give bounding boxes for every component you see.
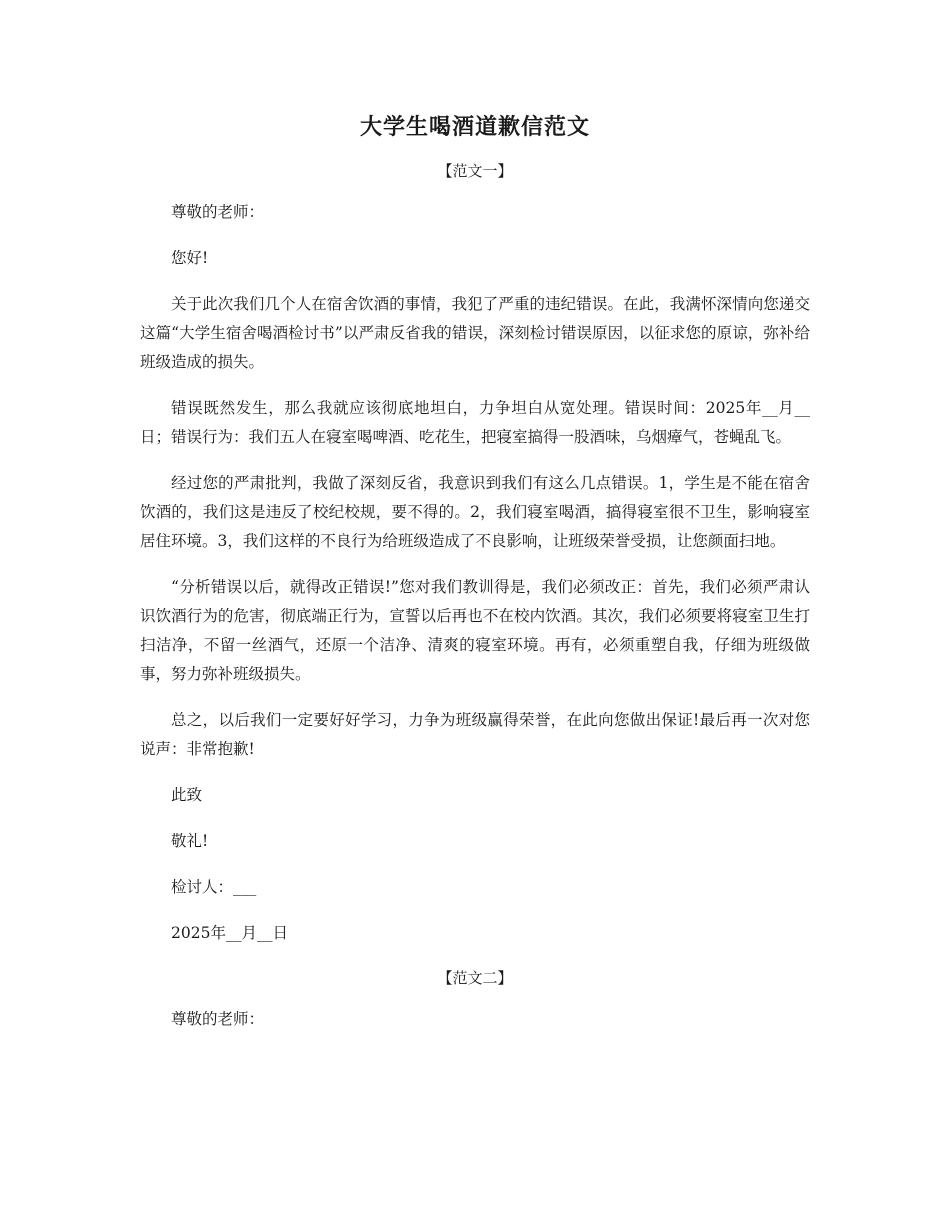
paragraph-4: “分析错误以后，就得改正错误!”您对我们教训得是，我们必须改正：首先，我们必须严肃认识饮酒行为的危害，彻底端正行为，宣誓以后再也不在校内饮酒。其次，我们必须要将寝室卫生打扫洁净，不留一丝酒气，还原一个洁净、清爽的寝室环境。再有，必须重塑自我，仔细为班级做事，努力弥补班级损失。	[140, 578, 810, 683]
paragraph-3: 经过您的严肃批判，我做了深刻反省，我意识到我们有这么几点错误。1，学生是不能在宿舍饮酒的，我们这是违反了校纪校规，要不得的。2，我们寝室喝酒，搞得寝室很不卫生，影响寝室居住环境。3，我们这样的不良行为给班级造成了不良影响，让班级荣誉受损，让您颜面扫地。	[140, 474, 810, 550]
paragraph-2: 错误既然发生，那么我就应该彻底地坦白，力争坦白从宽处理。错误时间：2025年__月__日；错误行为：我们五人在寝室喝啤酒、吃花生，把寝室搞得一股酒味，乌烟瘴气，苍蝇乱飞。	[140, 399, 810, 446]
paragraph-5: 总之，以后我们一定要好好学习，力争为班级赢得荣誉，在此向您做出保证!最后再一次对您说声：非常抱歉!	[140, 711, 810, 758]
salute-line: 敬礼!	[171, 832, 209, 850]
section-label-1: 【范文一】	[437, 162, 513, 180]
paragraph-1: 关于此次我们几个人在宿舍饮酒的事情，我犯了严重的违纪错误。在此，我满怀深情向您递交这篇“大学生宿舍喝酒检讨书”以严肃反省我的错误，深刻检讨错误原因，以征求您的原谅，弥补给班级造成的损失。	[140, 295, 810, 371]
signer-line: 检讨人：___	[171, 878, 257, 896]
section-label-2: 【范文二】	[437, 969, 513, 987]
hello-line: 您好!	[171, 249, 209, 267]
greeting: 尊敬的老师：	[171, 203, 265, 221]
closing-line: 此致	[171, 786, 203, 804]
greeting-2: 尊敬的老师：	[171, 1010, 265, 1028]
document-page	[140, 108, 810, 1034]
document-title: 大学生喝酒道歉信范文	[359, 115, 590, 140]
date-line: 2025年__月__日	[171, 924, 288, 942]
